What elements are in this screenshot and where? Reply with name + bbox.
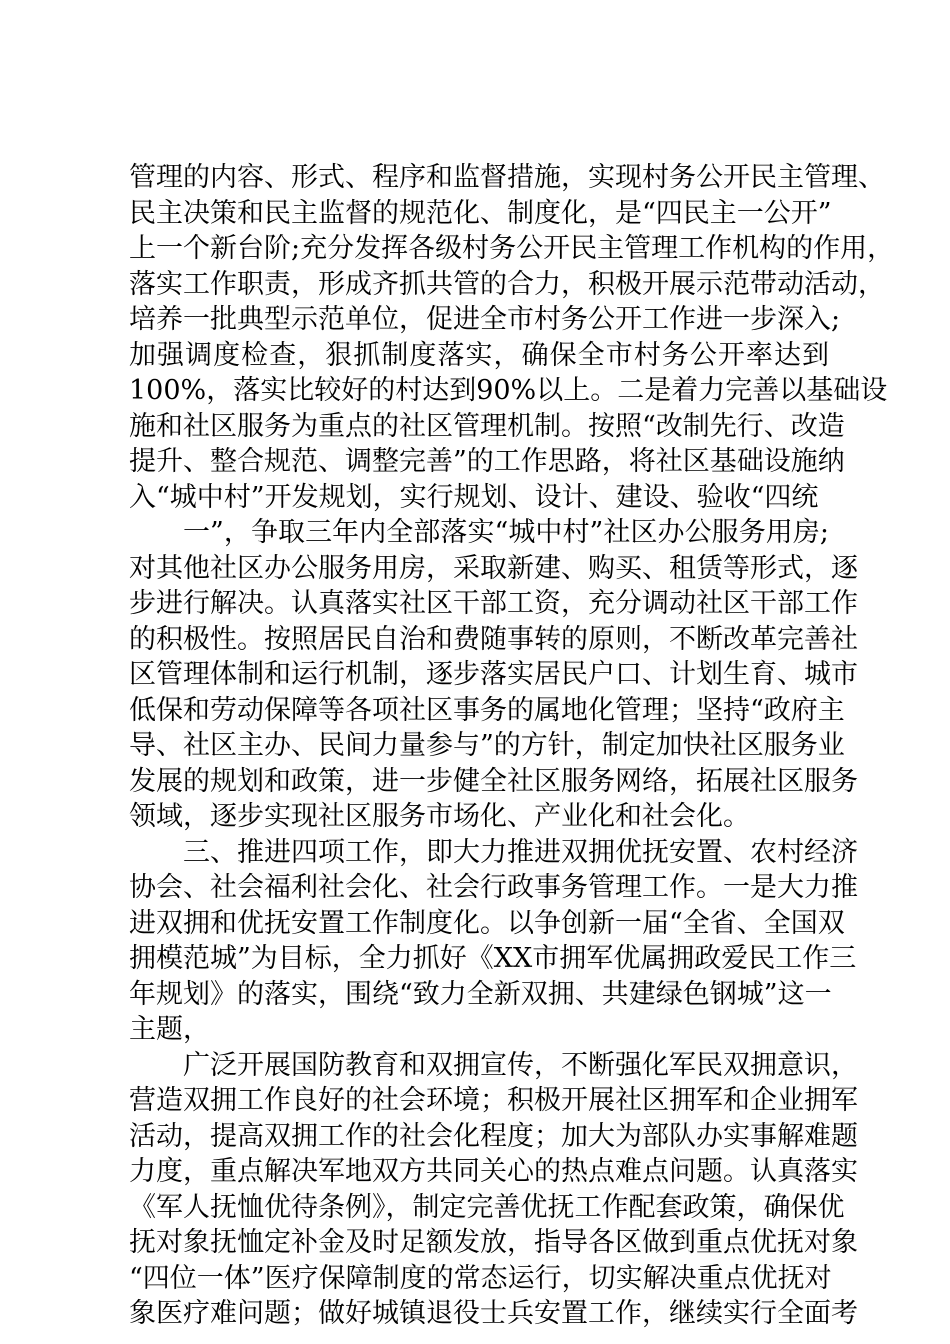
- text-line: 低保和劳动保障等各项社区事务的属地化管理；坚持“政府主: [129, 694, 845, 726]
- body-text: [129, 160, 895, 1332]
- text-line: 100%，落实比较好的村达到90%以上。二是着力完善以基础设: [129, 375, 888, 406]
- text-line: “四位一体”医疗保障制度的常态运行，切实解决重点优抚对: [129, 1262, 832, 1294]
- text-line: 力度，重点解决军地双方共同关心的热点难点问题。认真落实: [129, 1156, 858, 1187]
- text-line: 对其他社区办公服务用房，采取新建、购买、租赁等形式，逐: [129, 552, 858, 584]
- text-line: 落实工作职责，形成齐抓共管的合力，积极开展示范带动活动，: [129, 268, 885, 300]
- text-line: 的积极性。按照居民自治和费随事转的原则，不断改革完善社: [129, 623, 858, 655]
- text-line: 营造双拥工作良好的社会环境；积极开展社区拥军和企业拥军: [129, 1085, 858, 1116]
- text-line: 进双拥和优抚安置工作制度化。以争创新一届“全省、全国双: [129, 907, 845, 939]
- text-line: 协会、社会福利社会化、社会行政事务管理工作。一是大力推: [129, 872, 858, 903]
- text-line: 象医疗难问题；做好城镇退役士兵安置工作，继续实行全面考: [129, 1298, 858, 1329]
- text-line: 区管理体制和运行机制，逐步落实居民户口、计划生育、城市: [129, 659, 858, 690]
- text-line: 入“城中村”开发规划，实行规划、设计、建设、验收“四统: [129, 481, 819, 513]
- text-line: 年规划》的落实，围绕“致力全新双拥、共建绿色钢城”这一: [129, 978, 832, 1010]
- text-line: 步进行解决。认真落实社区干部工资，充分调动社区干部工作: [129, 588, 858, 619]
- text-line: 拥模范城”为目标，全力抓好《XX市拥军优属拥政爱民工作三: [129, 943, 857, 974]
- text-line: 广泛开展国防教育和双拥宣传，不断强化军民双拥意识，: [183, 1049, 858, 1081]
- text-line: 培养一批典型示范单位，促进全市村务公开工作进一步深入;: [129, 304, 841, 335]
- text-line: 发展的规划和政策，进一步健全社区服务网络，拓展社区服务: [129, 765, 858, 797]
- text-line: 民主决策和民主监督的规范化、制度化，是“四民主一公开”: [129, 197, 832, 229]
- text-line: 施和社区服务为重点的社区管理机制。按照“改制先行、改造: [129, 410, 845, 442]
- text-line: 抚对象抚恤定补金及时足额发放，指导各区做到重点优抚对象: [129, 1227, 858, 1258]
- text-line: 提升、整合规范、调整完善”的工作思路，将社区基础设施纳: [129, 446, 845, 477]
- text-line: 主题，: [129, 1014, 210, 1045]
- text-line: 上一个新台阶;充分发挥各级村务公开民主管理工作机构的作用，: [129, 233, 895, 264]
- text-line: 活动，提高双拥工作的社会化程度；加大为部队办实事解难题: [129, 1120, 858, 1152]
- text-line: 一”，争取三年内全部落实“城中村”社区办公服务用房;: [183, 517, 829, 548]
- text-line: 三、推进四项工作，即大力推进双拥优抚安置、农村经济: [183, 836, 858, 868]
- text-line: 管理的内容、形式、程序和监督措施，实现村务公开民主管理、: [129, 162, 885, 193]
- text-line: 《军人抚恤优待条例》，制定完善优抚工作配套政策，确保优: [129, 1191, 845, 1223]
- text-line: 导、社区主办、民间力量参与”的方针，制定加快社区服务业: [129, 730, 845, 761]
- text-line: 加强调度检查，狠抓制度落实，确保全市村务公开率达到: [129, 339, 829, 371]
- text-line: 领域，逐步实现社区服务市场化、产业化和社会化。: [129, 801, 750, 832]
